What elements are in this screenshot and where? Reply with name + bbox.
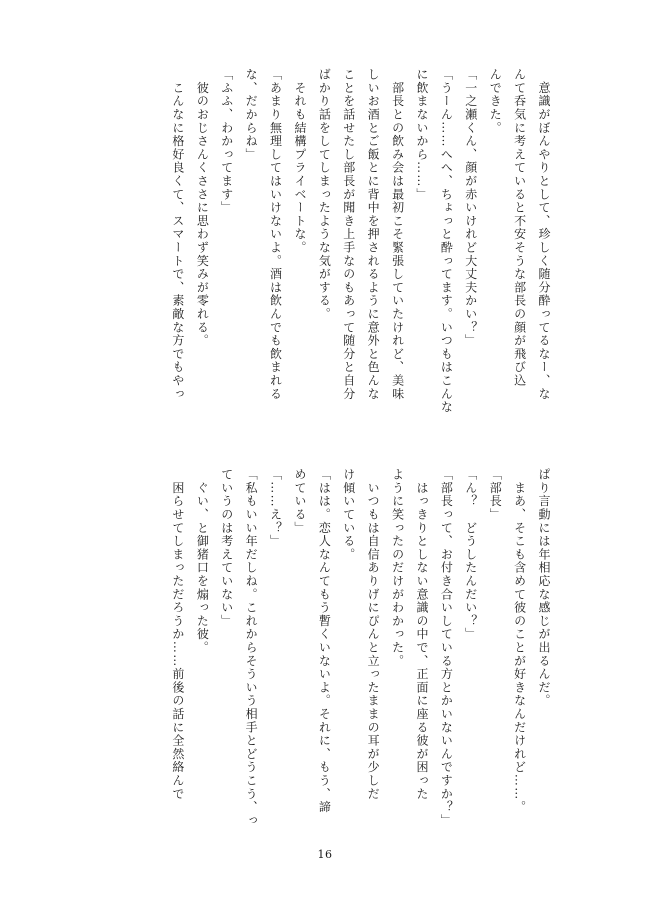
text-line: まあ、そこも含めて彼のことが好きなんだけれど……。 bbox=[512, 468, 527, 814]
text-line: け傾いている。 bbox=[341, 468, 356, 562]
upper-text-block bbox=[166, 68, 557, 440]
text-line: 「私もいい年だしね。これからそういう相手とどうこう、っ bbox=[244, 468, 259, 828]
text-line: ことを話せたし部長が聞き上手なのもあって随分と自分 bbox=[341, 68, 356, 401]
text-line: 「一之瀬くん、顔が赤いけれど大丈夫かい？」 bbox=[463, 68, 478, 348]
text-line: ばかり話をしてしまったような気がする。 bbox=[317, 68, 332, 321]
text-line: はっきりとしない意識の中で、正面に座る彼が困った bbox=[414, 468, 429, 801]
text-line: ていうのは考えていない」 bbox=[219, 468, 234, 628]
text-line: 「ふふ、わかってます」 bbox=[219, 68, 234, 215]
text-line: こんなに格好良くて、スマートで、素敵な方でもやっ bbox=[170, 68, 185, 401]
text-line: 意識がぼんやりとして、珍しく随分酔ってるなー、な bbox=[537, 68, 551, 401]
text-line: に飲まないから……」 bbox=[414, 68, 429, 201]
text-line: それも結構プライベートな。 bbox=[292, 68, 307, 255]
text-line: 「うーん……へへ、ちょっと酔ってます。いつもはこんな bbox=[439, 68, 454, 414]
text-line: んて呑気に考えていると不安そうな部長の顔が飛び込 bbox=[512, 68, 527, 388]
text-line: 「部長」 bbox=[488, 468, 503, 522]
text-line: 「はは。恋人なんてもう暫くいないよ。それに、もう、諦 bbox=[317, 468, 332, 814]
text-line: ぐい、と御猪口を煽った彼。 bbox=[195, 468, 210, 655]
text-line: ように笑ったのだけがわかった。 bbox=[390, 468, 405, 668]
text-line: 困らせてしまっただろうか……前後の話に全然絡んで bbox=[170, 468, 185, 801]
text-line: 部長との飲み会は最初こそ緊張していたけれど、美味 bbox=[390, 68, 405, 401]
text-line: しいお酒とご飯とに背中を押されるように意外と色んな bbox=[366, 68, 381, 401]
text-line: 「あまり無理してはいけないよ。酒は飲んでも飲まれる bbox=[268, 68, 283, 401]
lower-text-block bbox=[166, 468, 557, 840]
page-number: 16 bbox=[317, 848, 333, 861]
text-line: ぱり言動には年相応な感じが出るんだ。 bbox=[537, 468, 551, 708]
text-line: いつもは自信ありげにぴんと立ったままの耳が少しだ bbox=[366, 468, 381, 801]
text-line: 彼のおじさんくささに思わず笑みが零れる。 bbox=[195, 68, 210, 348]
text-line: な、だからね」 bbox=[244, 68, 259, 162]
text-line: めている」 bbox=[292, 468, 307, 535]
text-line: んできた。 bbox=[488, 68, 503, 135]
text-line: 「……え？」 bbox=[268, 468, 283, 548]
text-line: 「ん？ どうしたんだい？」 bbox=[463, 468, 478, 641]
text-line: 「部長って、お付き合いしている方とかいないんですか？」 bbox=[439, 468, 454, 828]
